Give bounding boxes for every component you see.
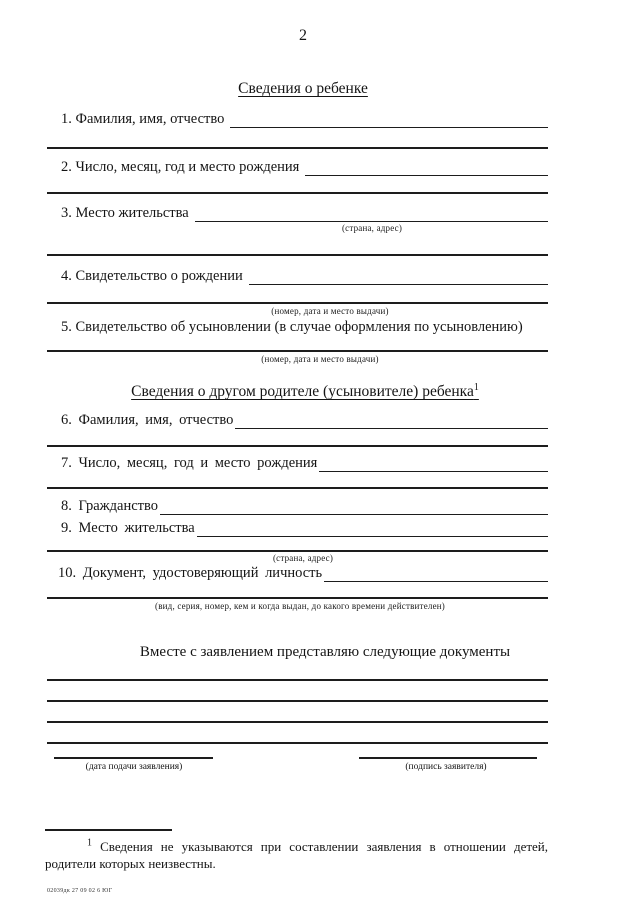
field-parent-residence bbox=[61, 519, 548, 537]
fill-line bbox=[230, 111, 548, 128]
field-label: 9. Место жительства bbox=[61, 520, 195, 536]
blank-line bbox=[47, 597, 548, 599]
footnote-rule bbox=[45, 829, 172, 831]
parent-section-title-label: Сведения о другом родителе (усыновителе) ребенка bbox=[131, 383, 474, 400]
field-caption-number-date-place: (номер, дата и место выдачи) bbox=[271, 306, 389, 316]
child-section-title-text: Сведения о ребенке bbox=[238, 80, 368, 97]
document-blank-line bbox=[47, 679, 548, 681]
fill-line bbox=[235, 412, 548, 429]
field-child-birth bbox=[61, 158, 548, 176]
blank-line bbox=[47, 445, 548, 447]
field-label: 6. Фамилия, имя, отчество bbox=[61, 412, 234, 428]
blank-line bbox=[47, 147, 548, 149]
blank-line bbox=[47, 254, 548, 256]
field-label: 2. Число, месяц, год и место рождения bbox=[61, 159, 300, 175]
blank-line bbox=[47, 350, 548, 352]
field-parent-citizenship bbox=[61, 497, 548, 515]
child-section-title bbox=[238, 80, 368, 98]
fill-line bbox=[195, 205, 548, 222]
applicant-signature-line bbox=[359, 757, 537, 759]
fill-line bbox=[305, 159, 548, 176]
page-number: 2 bbox=[299, 27, 307, 44]
footnote-text: Сведения не указываются при составлении заявления в отношении детей, родители которых неизвестны. bbox=[45, 839, 549, 871]
footnote-marker: 1 bbox=[87, 837, 92, 849]
field-label: 10. Документ, удостоверяющий личность bbox=[58, 565, 323, 581]
field-caption-country-address: (страна, адрес) bbox=[341, 223, 403, 233]
date-signature-line bbox=[54, 757, 213, 759]
field-parent-full-name bbox=[61, 411, 548, 429]
blank-line bbox=[47, 302, 548, 304]
field-label: 8. Гражданство bbox=[61, 498, 159, 514]
field-label: 1. Фамилия, имя, отчество bbox=[61, 111, 225, 127]
field-label: 7. Число, месяц, год и место рождения bbox=[61, 455, 318, 471]
fill-line bbox=[197, 520, 548, 537]
blank-line bbox=[47, 487, 548, 489]
field-adoption-certificate bbox=[61, 318, 548, 336]
parent-section-title-text bbox=[131, 383, 479, 400]
document-blank-line bbox=[47, 742, 548, 744]
field-parent-identity-document bbox=[58, 564, 548, 582]
field-caption-id-document-details: (вид, серия, номер, кем и когда выдан, до какого времени действителен) bbox=[155, 601, 445, 611]
fill-line bbox=[249, 268, 548, 285]
parent-section-title bbox=[131, 383, 479, 401]
footnote-text-block bbox=[45, 838, 548, 872]
form-print-code: 02039дк 27 09 02 6 ЮГ bbox=[47, 888, 113, 894]
document-blank-line bbox=[47, 721, 548, 723]
date-caption: (дата подачи заявления) bbox=[85, 762, 183, 772]
fill-line bbox=[319, 455, 548, 472]
fill-line bbox=[324, 565, 548, 582]
blank-line bbox=[47, 192, 548, 194]
document-blank-line bbox=[47, 700, 548, 702]
field-label: 4. Свидетельство о рождении bbox=[61, 268, 243, 284]
blank-line bbox=[47, 550, 548, 552]
field-label: 3. Место жительства bbox=[61, 205, 189, 221]
fill-line bbox=[160, 498, 548, 515]
field-child-residence bbox=[61, 204, 548, 222]
signature-caption: (подпись заявителя) bbox=[405, 762, 487, 772]
footnote-reference: 1 bbox=[473, 381, 479, 393]
field-birth-certificate bbox=[61, 267, 548, 285]
field-caption-number-date-place: (номер, дата и место выдачи) bbox=[261, 354, 379, 364]
field-child-full-name bbox=[61, 110, 548, 128]
documents-intro-text: Вместе с заявлением представляю следующие документы bbox=[139, 644, 511, 660]
field-caption-country-address: (страна, адрес) bbox=[272, 553, 334, 563]
field-label: 5. Свидетельство об усыновлении (в случае оформления по усыновлению) bbox=[61, 319, 523, 335]
field-parent-birth bbox=[61, 454, 548, 472]
